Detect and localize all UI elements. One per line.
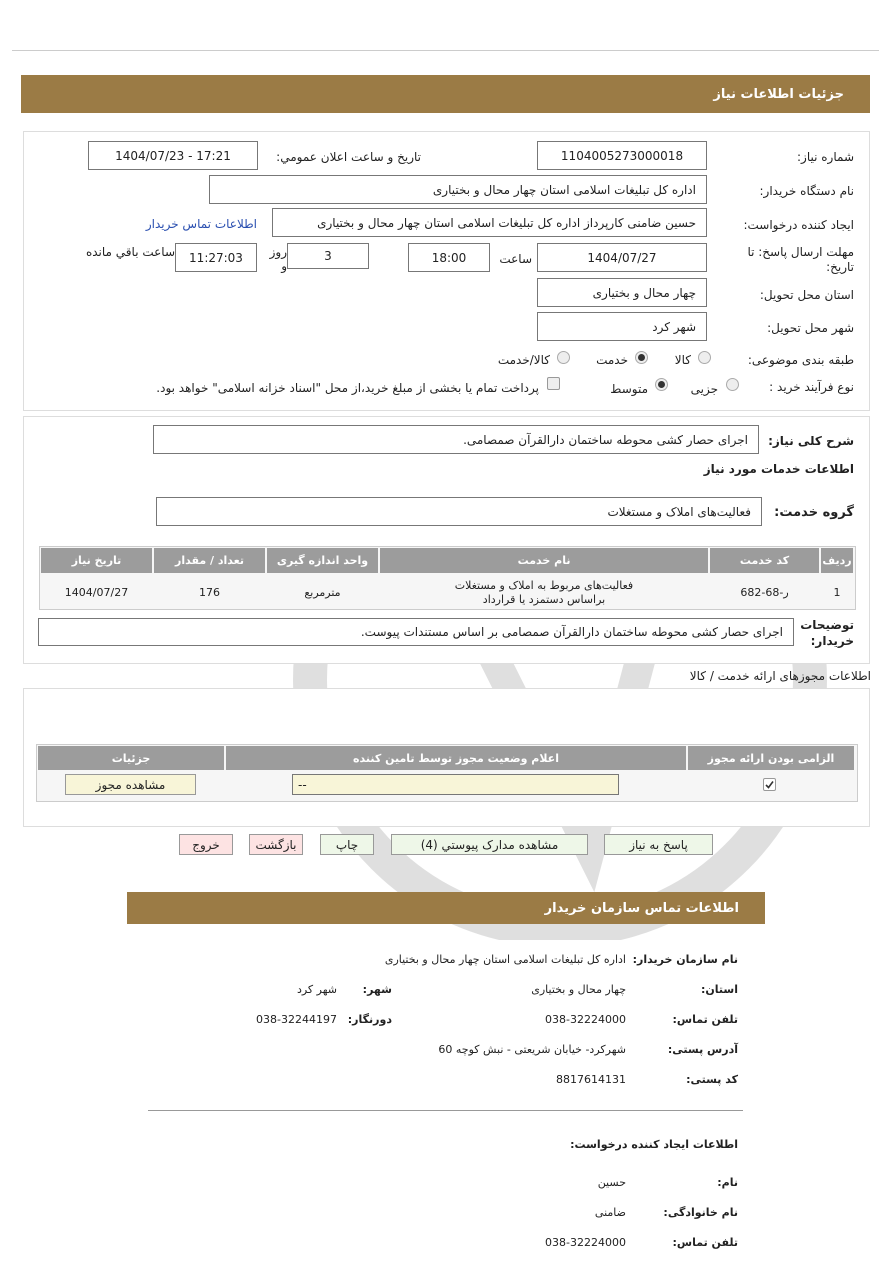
creator-family-label: نام خانوادگی: — [663, 1206, 738, 1219]
remaining-label: ساعت باقي مانده — [85, 245, 175, 259]
category-label: طبقه بندی موضوعی: — [747, 353, 854, 367]
days-label: روز و — [269, 245, 287, 273]
contact-province: چهار محال و بختیاری — [531, 983, 626, 996]
contact-phone: 038-32224000 — [545, 1013, 626, 1026]
cell-qty: 176 — [199, 586, 220, 599]
col-code: کد خدمت — [710, 548, 819, 573]
summary-field: اجرای حصار کشی محوطه ساختمان دارالقرآن صمصامی. — [153, 425, 759, 454]
cell-name-1: فعالیت‌های مربوط به املاک و مستغلات — [454, 579, 634, 592]
col-qty: تعداد / مقدار — [154, 548, 265, 573]
summary-label: شرح کلی نیاز: — [768, 434, 854, 448]
process-label: نوع فرآیند خرید : — [769, 380, 854, 394]
province-label: استان محل تحویل: — [759, 288, 854, 302]
contact-postal: 8817614131 — [556, 1073, 626, 1086]
attachments-button[interactable]: مشاهده مدارک پیوستي (4) — [391, 834, 588, 855]
contact-postal-label: کد پستی: — [686, 1073, 738, 1086]
col-unit: واحد اندازه گیری — [267, 548, 378, 573]
category-service-radio[interactable] — [635, 351, 648, 364]
col-date: تاریخ نیاز — [41, 548, 152, 573]
creator-phone-label: تلفن تماس: — [672, 1236, 738, 1249]
days-field: 3 — [287, 243, 369, 269]
services-title: اطلاعات خدمات مورد نیاز — [703, 462, 854, 476]
need-number-field: 1104005273000018 — [537, 141, 707, 170]
view-permit-button[interactable]: مشاهده مجوز — [65, 774, 196, 795]
category-goods-radio[interactable] — [698, 351, 711, 364]
deadline-label: مهلت ارسال پاسخ: تا تاریخ: — [747, 245, 854, 274]
city-field: شهر کرد — [537, 312, 707, 341]
process-medium-radio[interactable] — [655, 378, 668, 391]
contact-phone-label: تلفن تماس: — [672, 1013, 738, 1026]
process-minor-radio[interactable] — [726, 378, 739, 391]
contact-city-label: شهر: — [362, 983, 392, 996]
payment-note: پرداخت تمام یا بخشی از مبلغ خرید،از محل "اسناد خزانه اسلامی" خواهد بود. — [156, 381, 539, 395]
category-goods-label: کالا — [674, 353, 691, 367]
province-field: چهار محال و بختیاری — [537, 278, 707, 307]
col-permit-details: جزئیات — [38, 746, 224, 770]
contact-title: اطلاعات تماس سازمان خریدار — [544, 901, 739, 916]
contact-address-label: آدرس پستی: — [667, 1043, 738, 1056]
creator-info-title: اطلاعات ایجاد کننده درخواست: — [570, 1138, 738, 1151]
contact-org-label: نام سازمان خریدار: — [632, 953, 738, 966]
cell-unit: مترمربع — [304, 586, 341, 599]
creator-name: حسین — [597, 1176, 626, 1189]
exit-button[interactable]: خروج — [179, 834, 233, 855]
deadline-time-field: 18:00 — [408, 243, 490, 272]
page-title: جزئیات اطلاعات نیاز — [713, 87, 844, 102]
buyer-org-label: نام دستگاه خريدار: — [759, 184, 854, 198]
category-both-radio[interactable] — [557, 351, 570, 364]
cell-name-2: براساس دستمزد یا قرارداد — [482, 593, 606, 606]
deadline-date-field: 1404/07/27 — [537, 243, 707, 272]
city-label: شهر محل تحویل: — [767, 321, 854, 335]
buyer-notes-field: اجرای حصار کشی محوطه ساختمان دارالقرآن صمصامی بر اساس مستندات پیوست. — [38, 618, 794, 646]
creator-field: حسین ضامنی کارپرداز اداره کل تبلیغات اسلامی استان چهار محال و بختیاری — [272, 208, 707, 237]
category-both-label: کالا/خدمت — [497, 353, 550, 367]
contact-province-label: استان: — [701, 983, 738, 996]
creator-name-label: نام: — [717, 1176, 738, 1189]
col-name: نام خدمت — [380, 548, 708, 573]
buyer-notes-label: توضیحات خریدار: — [800, 618, 854, 648]
col-permit-status: اعلام وضعیت مجوز توسط تامین کننده — [226, 746, 686, 770]
service-group-label: گروه خدمت: — [774, 505, 854, 520]
process-medium-label: متوسط — [610, 382, 648, 396]
contact-org: اداره کل تبلیغات اسلامی استان چهار محال و بختیاری — [384, 953, 626, 966]
time-label: ساعت — [499, 252, 532, 266]
cell-row: 1 — [833, 586, 841, 599]
page-header — [21, 75, 870, 113]
category-service-label: خدمت — [596, 353, 628, 367]
back-button[interactable]: بازگشت — [249, 834, 303, 855]
process-minor-label: جزیی — [690, 382, 718, 396]
remaining-time-field: 11:27:03 — [175, 243, 257, 272]
permit-required-checkbox[interactable] — [763, 778, 776, 791]
reply-button[interactable]: پاسخ به نیاز — [604, 834, 713, 855]
contact-city: شهر کرد — [296, 983, 337, 996]
contact-header — [127, 892, 765, 924]
print-button[interactable]: چاپ — [320, 834, 374, 855]
announce-label: تاریخ و ساعت اعلان عمومي: — [276, 150, 421, 164]
buyer-org-field: اداره کل تبلیغات اسلامی استان چهار محال و بختیاری — [209, 175, 707, 204]
creator-label: ایجاد کننده درخواست: — [743, 218, 854, 232]
col-permit-required: الزامی بودن ارائه مجوز — [688, 746, 854, 770]
contact-divider — [148, 1110, 743, 1111]
col-row: ردیف — [821, 548, 853, 573]
creator-phone: 038-32224000 — [545, 1236, 626, 1249]
treasury-checkbox[interactable] — [547, 377, 560, 390]
creator-family: ضامنی — [594, 1206, 626, 1219]
buyer-contact-link[interactable]: اطلاعات تماس خریدار — [145, 217, 257, 231]
service-group-field: فعالیت‌های املاک و مستغلات — [156, 497, 762, 526]
cell-code: ر-68-682 — [740, 586, 789, 599]
contact-fax: 038-32244197 — [256, 1013, 337, 1026]
check-icon — [764, 779, 775, 790]
permit-status-field[interactable]: -- — [292, 774, 619, 795]
permits-title: اطلاعات مجوزهای ارائه خدمت / کالا — [689, 669, 871, 683]
top-divider — [12, 50, 879, 51]
contact-address: شهرکرد- خیابان شریعتی - نبش کوچه 60 — [438, 1043, 626, 1056]
announce-field: 1404/07/23 - 17:21 — [88, 141, 258, 170]
contact-fax-label: دورنگار: — [347, 1013, 392, 1026]
need-number-label: شماره نیاز: — [797, 150, 854, 164]
cell-date: 1404/07/27 — [64, 586, 129, 599]
